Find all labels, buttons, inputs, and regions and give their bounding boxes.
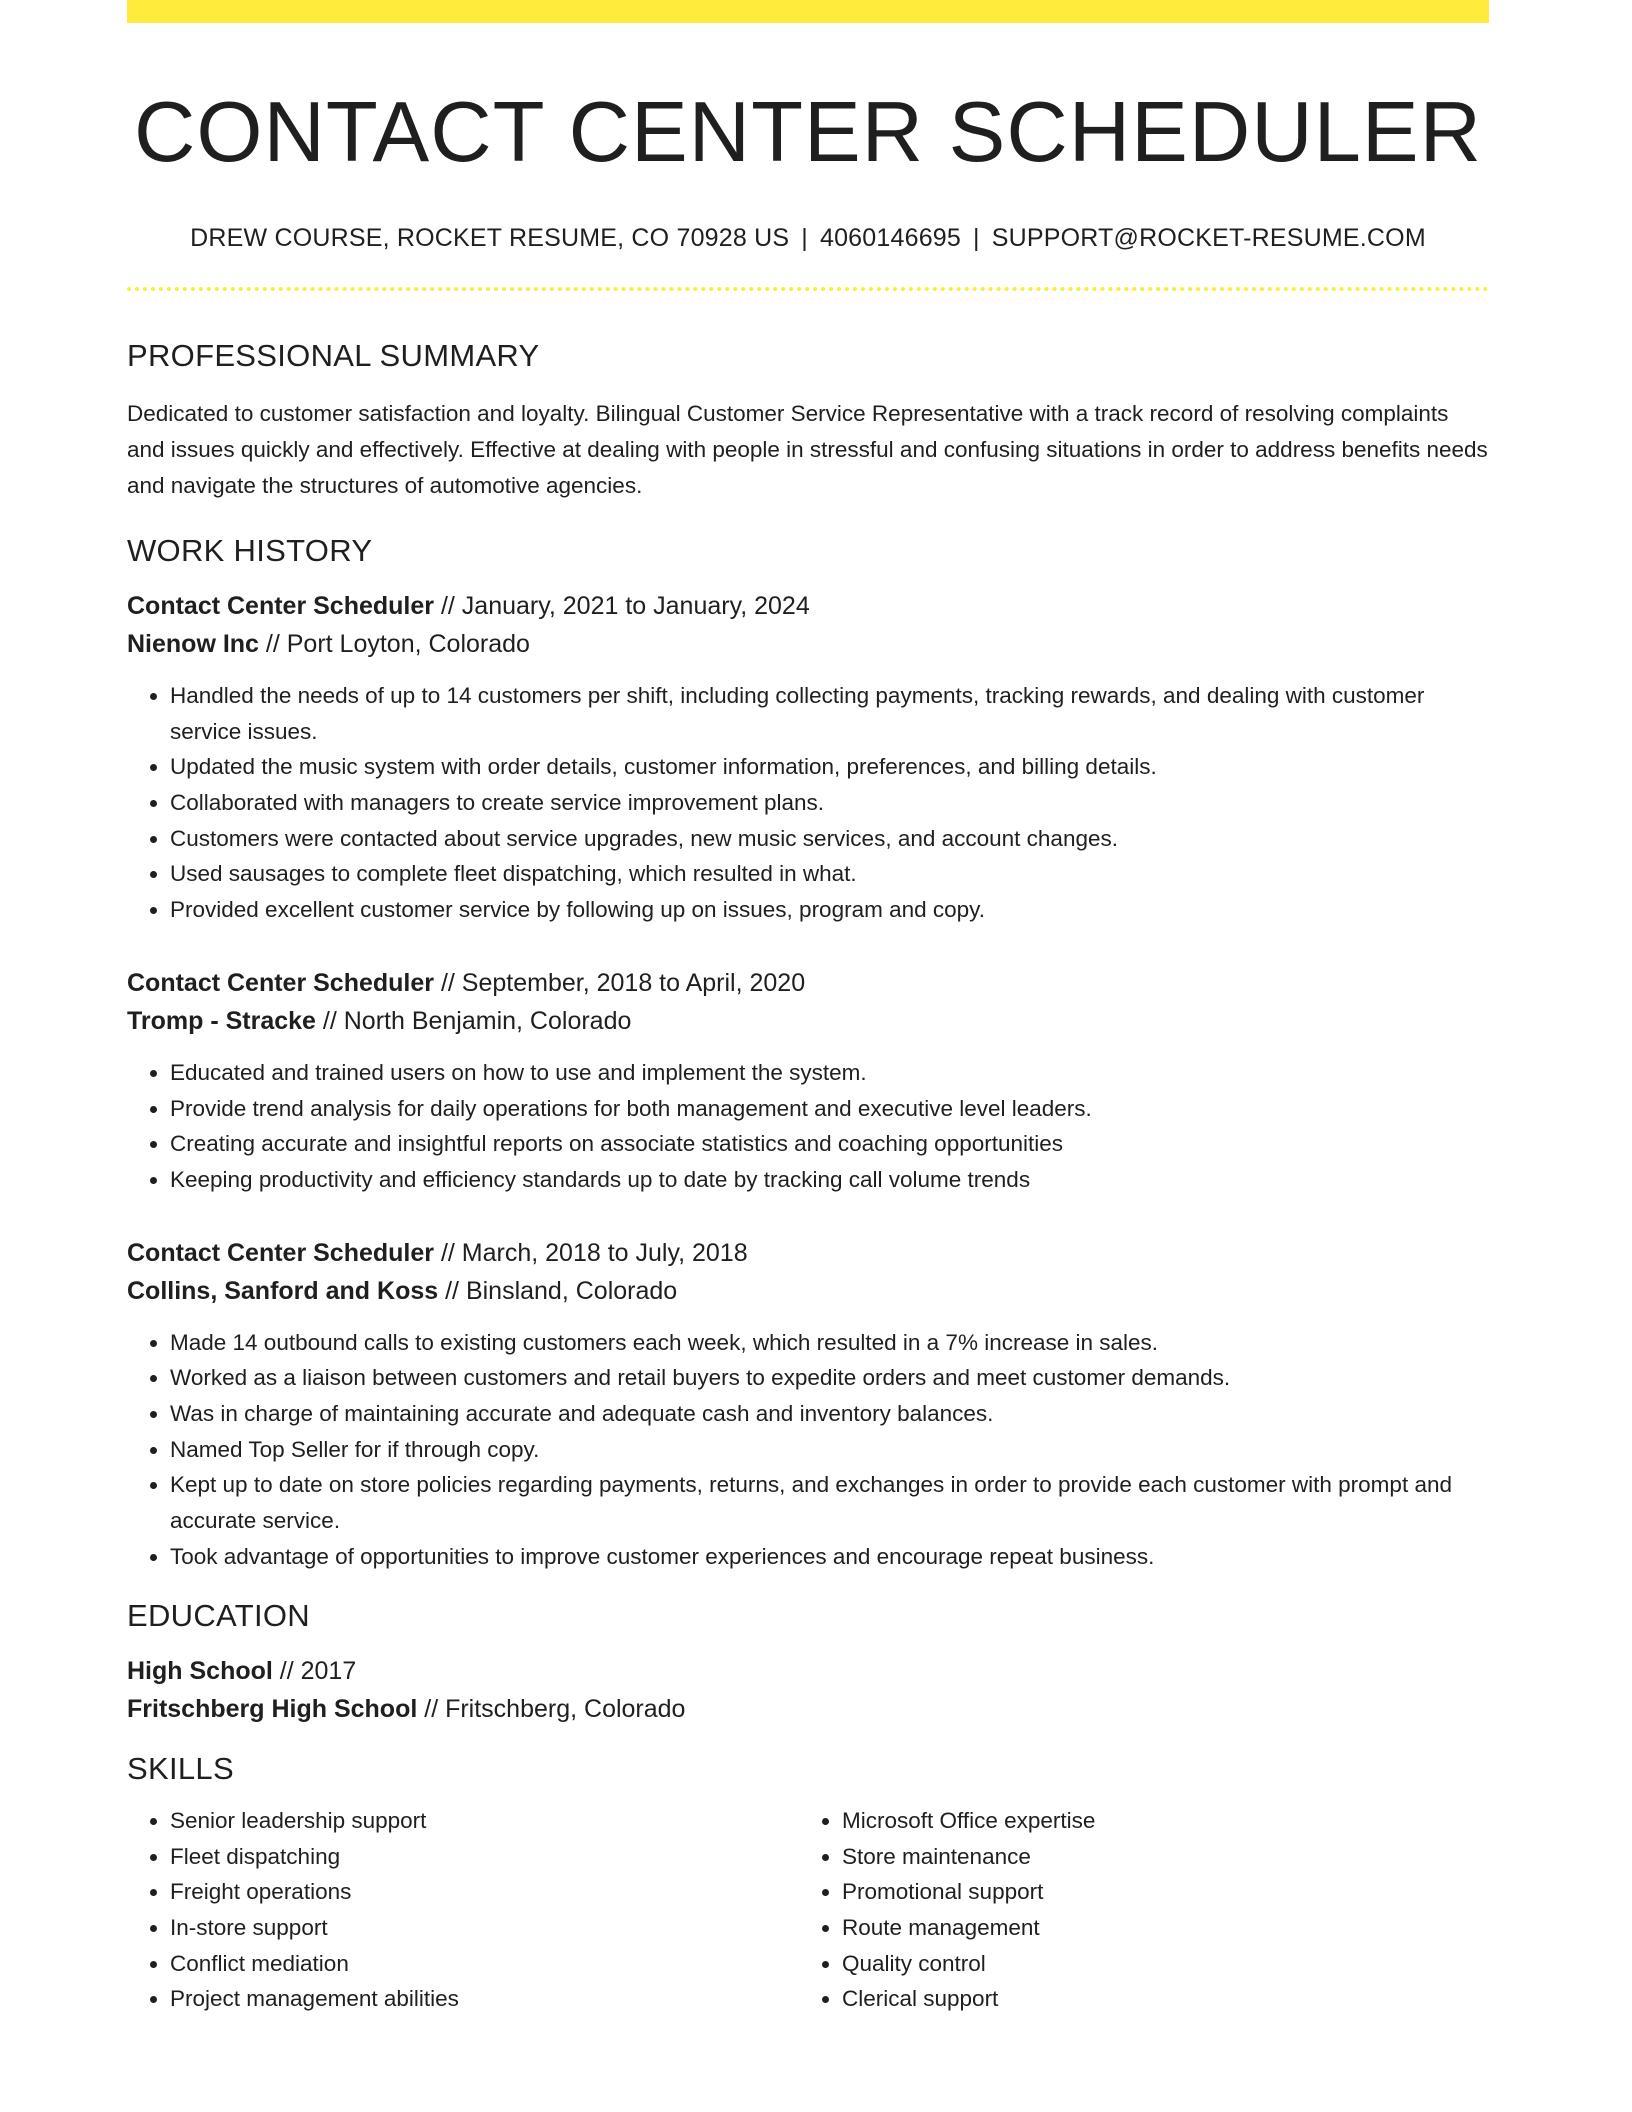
contact-separator: |	[801, 223, 808, 252]
job-position: Contact Center Scheduler	[127, 968, 435, 997]
bullet-item: • Educated and trained users on how to use and implement the system.	[170, 1055, 1489, 1091]
skill-item: • Microsoft Office expertise	[842, 1803, 1472, 1839]
skill-item: • In-store support	[170, 1910, 799, 1946]
job-bullets	[127, 1325, 1489, 1575]
summary-text: Dedicated to customer satisfaction and loyalty. Bilingual Customer Service Representative with a track record of resolving complaints and issues quickly and effectively. Effective at dealing with people in stressful and confusing situations in order to address benefits needs and navigate the structures of automotive agencies.	[127, 400, 1488, 498]
contact-address: DREW COURSE, ROCKET RESUME, CO 70928 US	[190, 223, 790, 252]
education-heading: EDUCATION	[127, 1597, 310, 1633]
skill-item: • Fleet dispatching	[170, 1839, 799, 1875]
job-title-line	[127, 964, 1489, 1002]
bullet-item: • Collaborated with managers to create service improvement plans.	[170, 785, 1489, 821]
resume-content	[127, 0, 1489, 2017]
skill-item: • Conflict mediation	[170, 1946, 799, 1982]
job-dates: // January, 2021 to January, 2024	[434, 591, 810, 620]
job-entry	[127, 587, 1489, 928]
education-entry	[127, 1652, 1489, 1728]
job-bullets	[127, 678, 1489, 928]
bullet-item: • Creating accurate and insightful reports on associate statistics and coaching opportunities	[170, 1126, 1489, 1162]
skill-item: • Promotional support	[842, 1874, 1472, 1910]
education-school-line	[127, 1690, 1489, 1728]
job-location: // Binsland, Colorado	[438, 1276, 678, 1305]
skill-item: • Senior leadership support	[170, 1803, 799, 1839]
summary-heading: PROFESSIONAL SUMMARY	[127, 337, 540, 373]
job-title-line	[127, 587, 1489, 625]
skill-item: • Quality control	[842, 1946, 1472, 1982]
job-entry	[127, 964, 1489, 1198]
contact-separator: |	[973, 223, 980, 252]
bullet-item: • Provide trend analysis for daily operations for both management and executive level leaders.	[170, 1091, 1489, 1127]
skill-item: • Freight operations	[170, 1874, 799, 1910]
skills-list	[127, 1803, 1489, 2017]
bullet-item: • Provided excellent customer service by following up on issues, program and copy.	[170, 892, 1489, 928]
job-position: Contact Center Scheduler	[127, 1238, 435, 1267]
bullet-item: • Was in charge of maintaining accurate and adequate cash and inventory balances.	[170, 1396, 1489, 1432]
skill-item: • Project management abilities	[170, 1981, 799, 2017]
job-entry	[127, 1234, 1489, 1575]
job-company: Collins, Sanford and Koss	[127, 1276, 439, 1305]
skill-item: • Route management	[842, 1910, 1472, 1946]
work-history-heading: WORK HISTORY	[127, 532, 373, 568]
education-location: // Fritschberg, Colorado	[417, 1694, 686, 1723]
resume-name: CONTACT CENTER SCHEDULER	[134, 85, 1482, 180]
job-company: Tromp - Stracke	[127, 1006, 316, 1035]
job-location: // Port Loyton, Colorado	[258, 629, 530, 658]
bullet-item: • Keeping productivity and efficiency standards up to date by tracking call volume trends	[170, 1162, 1489, 1198]
job-dates: // September, 2018 to April, 2020	[434, 968, 806, 997]
bullet-item: • Worked as a liaison between customers and retail buyers to expedite orders and meet customer demands.	[170, 1360, 1489, 1396]
bullet-item: • Used sausages to complete fleet dispatching, which resulted in what.	[170, 856, 1489, 892]
skills-column-left	[127, 1803, 799, 2017]
skill-item: • Store maintenance	[842, 1839, 1472, 1875]
skill-item: • Clerical support	[842, 1981, 1472, 2017]
job-position: Contact Center Scheduler	[127, 591, 435, 620]
dotted-divider	[127, 287, 1489, 291]
bullet-item: • Customers were contacted about service upgrades, new music services, and account changes.	[170, 821, 1489, 857]
education-year: // 2017	[272, 1656, 357, 1685]
skills-column-right	[799, 1803, 1472, 2017]
bullet-item: • Named Top Seller for if through copy.	[170, 1432, 1489, 1468]
top-accent-bar	[127, 0, 1489, 23]
job-company-line	[127, 1272, 1489, 1310]
job-company: Nienow Inc	[127, 629, 259, 658]
job-location: // North Benjamin, Colorado	[315, 1006, 632, 1035]
bullet-item: • Made 14 outbound calls to existing customers each week, which resulted in a 7% increase in sales.	[170, 1325, 1489, 1361]
bullet-item: • Handled the needs of up to 14 customers per shift, including collecting payments, tracking rewards, and dealing with customer service issues.	[170, 678, 1489, 749]
skills-heading: SKILLS	[127, 1750, 234, 1786]
job-title-line	[127, 1234, 1489, 1272]
education-degree: High School	[127, 1656, 273, 1685]
education-school: Fritschberg High School	[127, 1694, 418, 1723]
contact-phone: 4060146695	[819, 223, 962, 252]
job-company-line	[127, 1002, 1489, 1040]
bullet-item: • Kept up to date on store policies regarding payments, returns, and exchanges in order to provide each customer with prompt and accurate service.	[170, 1467, 1489, 1538]
job-company-line	[127, 625, 1489, 663]
contact-email: SUPPORT@ROCKET-RESUME.COM	[991, 223, 1426, 252]
bullet-item: • Updated the music system with order details, customer information, preferences, and billing details.	[170, 749, 1489, 785]
job-dates: // March, 2018 to July, 2018	[434, 1238, 748, 1267]
education-degree-line	[127, 1652, 1489, 1690]
contact-line	[127, 223, 1489, 253]
job-bullets	[127, 1055, 1489, 1198]
bullet-item: • Took advantage of opportunities to improve customer experiences and encourage repeat business.	[170, 1539, 1489, 1575]
